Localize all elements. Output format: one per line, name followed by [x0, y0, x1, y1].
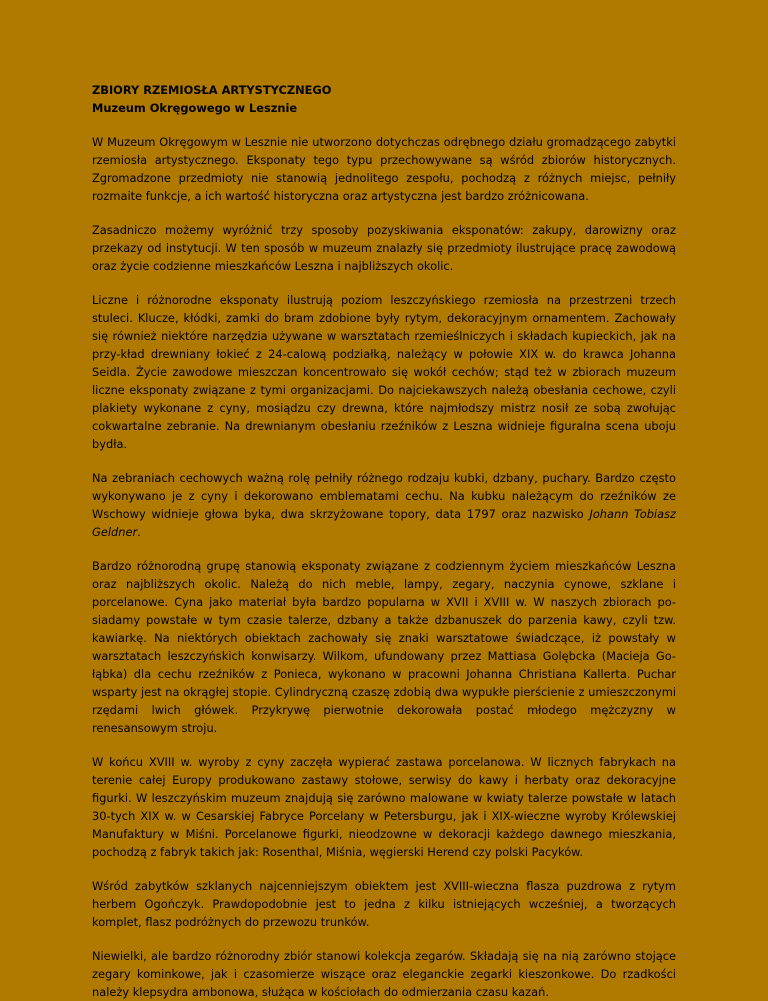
paragraph-intro: W Muzeum Okręgowym w Lesznie nie utworzono dotychczas odrębnego działu gromadzącego zabytki rzemiosła artystycznego. Eksponaty tego typu przechowywane są wśród zbiorów historycznych. Zgromadzone przedmioty nie stanowią jednolitego zespołu, pochodzą z różnych miejsc, pełniły rozmaite funkcje, a ich wartość historyczna oraz artystyczna jest bardzo zróżnicowana.	[92, 135, 676, 203]
paragraph-daily-life: Bardzo różnorodną grupę stanowią eksponaty związane z codziennym życiem mieszkańców Leszna oraz najbliższych okolic. Należą do nich meble, lampy, zegary, naczynia cynowe, szklane i porcelanowe. Cyna jako materiał była bardzo popularna w XVII i XVIII w. W naszych zbiorach po-siadamy powstałe w tym czasie talerze, dzbany a także dzbanuszek do parzenia kawy, czyli tzw. kawiarkę. Na niektórych obiektach zachowały się znaki warsztatowe świadczące, iż powstały w warsztatach leszczyńskich konwisarzy. Wilkom, ufundowany przez Mattiasa Golębcka (Macieja Go-łąbka) dla cechu rzeźników z Ponieca, wykonano w pracowni Johanna Christiana Kallerta. Puchar wsparty jest na okrągłej stopie. Cylindryczną czaszę zdobią dwa wypukłe pierścienie z umieszczonymi rzędami lwich główek. Przykrywę pierwotnie dekorowała postać młodego mężczyzny w renesansowym stroju.	[92, 559, 676, 735]
document-subtitle: Muzeum Okręgowego w Lesznie	[92, 101, 298, 115]
paragraph-guild-vessels-end: .	[137, 525, 141, 539]
paragraph-clocks: Niewielki, ale bardzo różnorodny zbiór stanowi kolekcja zegarów. Składają się na nią zarówno stojące zegary kominkowe, jak i czasomierze wiszące oraz eleganckie zegarki kieszonkowe. Do rzadkości należy klepsydra ambonowa, służąca w kościołach do odmierzania czasu kazań.	[92, 949, 676, 999]
paragraph-guild-vessels-text: Na zebraniach cechowych ważną rolę pełniły różnego rodzaju kubki, dzbany, puchary. Bardzo często wykonywano je z cyny i dekorowano emblematami cechu. Na kubku należącym do rzeźników ze Wschowy widnieje głowa byka, dwa skrzyżowane topory, data 1797 oraz nazwisko	[92, 471, 676, 521]
document-title: ZBIORY RZEMIOSŁA ARTYSTYCZNEGO	[92, 83, 332, 97]
paragraph-craft: Liczne i różnorodne eksponaty ilustrują poziom leszczyńskiego rzemiosła na przestrzeni trzech stuleci. Klucze, kłódki, zamki do bram zdobione były rytym, dekoracyjnym ornamentem. Zachowały się również niektóre narzędzia używane w warsztatach rzemieślniczych i składach kupieckich, jak na przy-kład drewniany łokieć z 24-calową podziałką, należący w połowie XIX w. do krawca Johanna Seidla. Życie zawodowe mieszczan koncentrowało się wokół cechów; stąd też w zbiorach muzeum liczne eksponaty związane z tymi organizacjami. Do najciekawszych należą obesłania cechowe, czyli plakiety wykonane z cyny, mosiądzu czy drewna, które najmłodszy mistrz nosił ze sobą zwołując cokwartalne zebranie. Na drewnianym obesłaniu rzeźników z Leszna widnieje figuralna scena uboju bydła.	[92, 293, 676, 451]
paragraph-porcelain: W końcu XVIII w. wyroby z cyny zaczęła wypierać zastawa porcelanowa. W licznych fabrykach na terenie całej Europy produkowano zastawy stołowe, serwisy do kawy i herbaty oraz dekoracyjne figurki. W leszczyńskim muzeum znajdują się zarówno malowane w kwiaty talerze powstałe w latach 30-tych XIX w. w Cesarskiej Fabryce Porcelany w Petersburgu, jak i XIX-wieczne wyroby Królewskiej Manufaktury w Miśni. Porcelanowe figurki, nieodzowne w dekoracji każdego dawnego mieszkania, pochodzą z fabryk takich jak: Rosenthal, Miśnia, węgierski Herend czy polski Pacyków.	[92, 755, 676, 859]
maker-name: Johann Tobiasz Geldner	[92, 507, 676, 539]
paragraph-guild-vessels	[92, 469, 676, 541]
paragraph-glass: Wśród zabytków szklanych najcenniejszym obiektem jest XVIII-wieczna flasza puzdrowa z rytym herbem Ogończyk. Prawdopodobnie jest to jedna z kilku istniejących wcześniej, a tworzących komplet, flasz podróżnych do przewozu trunków.	[92, 879, 676, 929]
paragraph-acquisition: Zasadniczo możemy wyróżnić trzy sposoby pozyskiwania eksponatów: zakupy, darowizny oraz przekazy od instytucji. W ten sposób w muzeum znalazły się przedmioty ilustrujące pracę zawodową oraz życie codzienne mieszkańców Leszna i najbliższych okolic.	[92, 223, 676, 273]
